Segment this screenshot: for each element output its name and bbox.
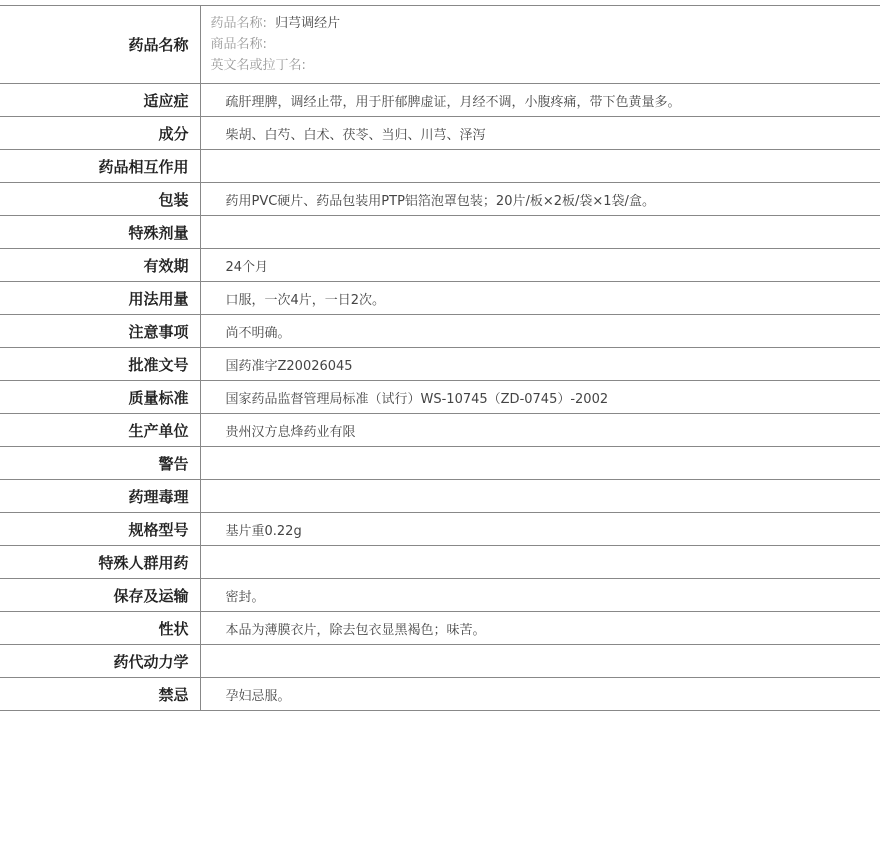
table-row — [0, 117, 880, 150]
table-row — [0, 84, 880, 117]
row-value — [200, 480, 880, 513]
row-value: 尚不明确。 — [200, 315, 880, 348]
row-label: 有效期 — [0, 249, 200, 282]
generic-name-line — [211, 13, 880, 34]
table-row — [0, 579, 880, 612]
table-row — [0, 513, 880, 546]
row-label: 保存及运输 — [0, 579, 200, 612]
row-label: 特殊剂量 — [0, 216, 200, 249]
table-row — [0, 183, 880, 216]
row-value: 本品为薄膜衣片，除去包衣显黑褐色；味苦。 — [200, 612, 880, 645]
table-row — [0, 348, 880, 381]
row-label: 适应症 — [0, 84, 200, 117]
row-label: 特殊人群用药 — [0, 546, 200, 579]
row-label: 药品相互作用 — [0, 150, 200, 183]
trade-name-line — [211, 34, 880, 55]
table-row — [0, 216, 880, 249]
row-value: 口服，一次4片，一日2次。 — [200, 282, 880, 315]
row-value — [200, 150, 880, 183]
row-label: 药理毒理 — [0, 480, 200, 513]
row-value: 孕妇忌服。 — [200, 678, 880, 711]
table-row — [0, 414, 880, 447]
table-row — [0, 480, 880, 513]
table-row — [0, 249, 880, 282]
row-value: 密封。 — [200, 579, 880, 612]
row-value: 疏肝理脾，调经止带，用于肝郁脾虚证，月经不调，小腹疼痛，带下色黄量多。 — [200, 84, 880, 117]
generic-name-label: 药品名称: — [210, 16, 267, 31]
english-name-line — [211, 55, 880, 76]
row-label: 规格型号 — [0, 513, 200, 546]
row-label: 禁忌 — [0, 678, 200, 711]
row-label: 注意事项 — [0, 315, 200, 348]
english-name-label: 英文名或拉丁名: — [210, 58, 306, 73]
trade-name-label: 商品名称: — [210, 37, 267, 52]
table-row — [0, 612, 880, 645]
row-label: 质量标准 — [0, 381, 200, 414]
row-value: 柴胡、白芍、白术、茯苓、当归、川芎、泽泻 — [200, 117, 880, 150]
row-value — [200, 216, 880, 249]
table-row — [0, 282, 880, 315]
table-row — [0, 678, 880, 711]
drug-info-table — [0, 5, 880, 711]
drug-name-block — [200, 6, 880, 84]
row-value: 国家药品监督管理局标准（试行）WS-10745（ZD-0745）-2002 — [200, 381, 880, 414]
generic-name-value: 归芎调经片 — [275, 16, 341, 31]
row-value: 贵州汉方息烽药业有限 — [200, 414, 880, 447]
row-value — [200, 645, 880, 678]
table-row — [0, 546, 880, 579]
row-label: 批准文号 — [0, 348, 200, 381]
row-label: 生产单位 — [0, 414, 200, 447]
row-label: 药品名称 — [0, 6, 200, 84]
row-value: 基片重0.22g — [200, 513, 880, 546]
table-row-drug-name — [0, 6, 880, 84]
row-label: 警告 — [0, 447, 200, 480]
row-value — [200, 447, 880, 480]
row-value: 24个月 — [200, 249, 880, 282]
table-row — [0, 150, 880, 183]
table-row — [0, 381, 880, 414]
row-label: 药代动力学 — [0, 645, 200, 678]
row-value: 药用PVC硬片、药品包装用PTP铝箔泡罩包装；20片/板×2板/袋×1袋/盒。 — [200, 183, 880, 216]
row-value: 国药准字Z20026045 — [200, 348, 880, 381]
row-label: 用法用量 — [0, 282, 200, 315]
table-row — [0, 447, 880, 480]
row-value — [200, 546, 880, 579]
row-label: 成分 — [0, 117, 200, 150]
table-row — [0, 645, 880, 678]
row-label: 包装 — [0, 183, 200, 216]
table-row — [0, 315, 880, 348]
row-label: 性状 — [0, 612, 200, 645]
